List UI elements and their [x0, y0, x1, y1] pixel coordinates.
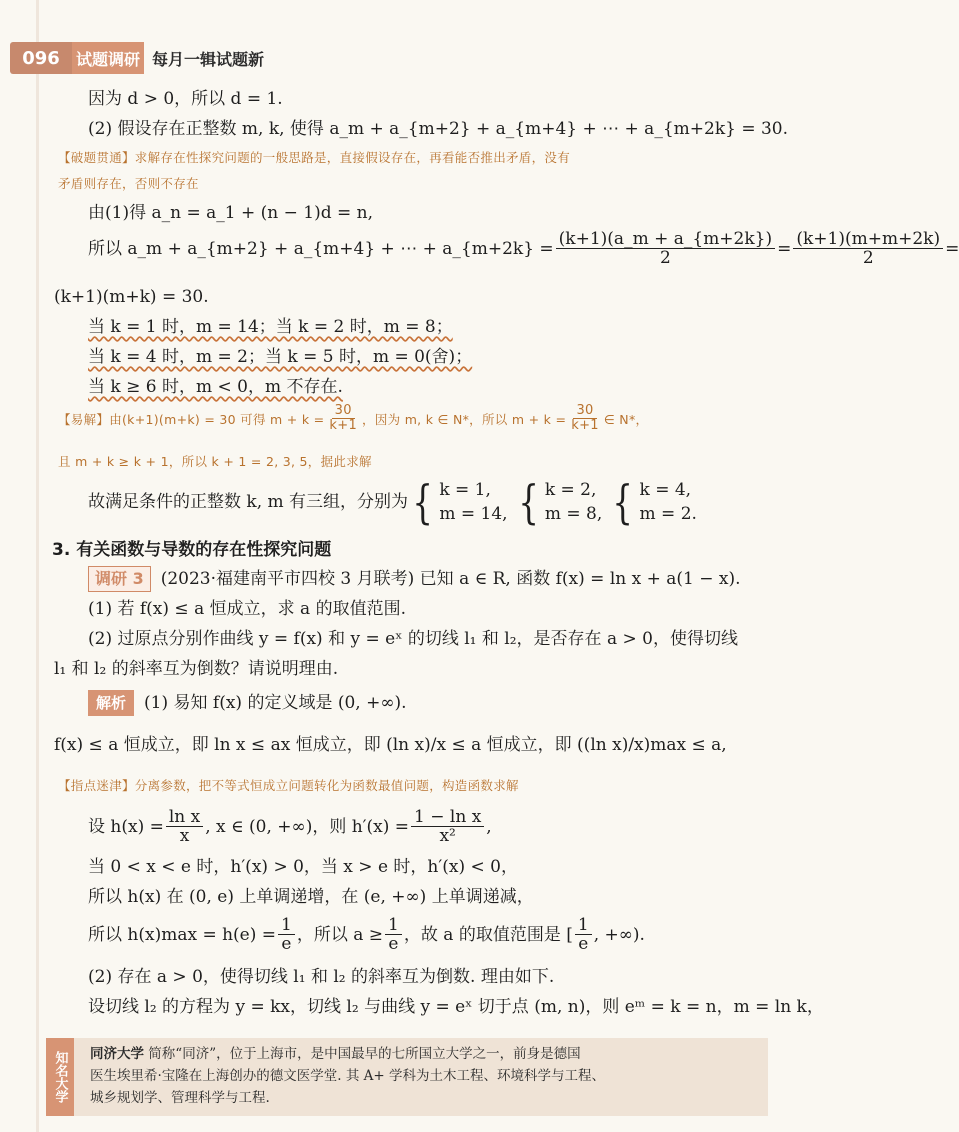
- text-line: f(x) ≤ a 恒成立，即 ln x ≤ ax 恒成立，即 (ln x)/x ≤ a 恒成立，即 ((ln x)/x)max ≤ a,: [54, 735, 727, 755]
- fraction-numerator: (k+1)(a_m + a_{m+2k}): [556, 230, 775, 249]
- equation-text: ，所以 a ≥: [296, 924, 384, 945]
- footer-title: 同济大学: [90, 1046, 144, 1062]
- text-line: 因为 d > 0，所以 d = 1.: [88, 89, 283, 109]
- fraction-denominator: k+1: [571, 418, 599, 433]
- fraction-numerator: 1: [278, 916, 295, 935]
- text-line: 所以 h(x) 在 (0, e) 上单调递增，在 (e, +∞) 上单调递减，: [88, 887, 534, 907]
- equation-text: 设 h(x) =: [88, 816, 164, 837]
- equation-text: , x ∈ (0, +∞)，则 h′(x) =: [205, 816, 410, 837]
- fraction: [278, 916, 295, 953]
- page-gutter: [36, 0, 39, 1132]
- system-eq: m = 2.: [639, 504, 697, 524]
- equation-text: ，故 a 的取值范围是 [: [403, 924, 573, 945]
- fraction: [166, 808, 203, 845]
- fraction-denominator: x²: [439, 826, 456, 846]
- fraction: [411, 808, 484, 845]
- footer-text: [90, 1043, 758, 1109]
- question-header: [88, 566, 741, 592]
- tip-note: 矛盾则存在，否则不存在: [58, 176, 199, 191]
- fraction-numerator: 30: [332, 404, 355, 419]
- system-eq: k = 4,: [639, 480, 692, 500]
- fraction-denominator: e: [578, 934, 589, 954]
- question-part: l₁ 和 l₂ 的斜率互为倒数？请说明理由.: [54, 659, 339, 679]
- analysis-text: (1) 易知 f(x) 的定义域是 (0, +∞).: [144, 693, 407, 713]
- analysis-header: [88, 690, 407, 716]
- question-text: (2023·福建南平市四校 3 月联考) 已知 a ∈ R, 函数 f(x) = ln x + a(1 − x).: [160, 569, 741, 589]
- question-part: (2) 过原点分别作曲线 y = f(x) 和 y = eˣ 的切线 l₁ 和 l₂，是否存在 a > 0，使得切线: [88, 629, 738, 649]
- note-text: ，因为 m, k ∈ N*，所以 m + k =: [362, 411, 567, 427]
- section-label: 试题调研: [72, 42, 144, 74]
- equation-text: ,: [486, 816, 492, 837]
- fraction-numerator: 1: [385, 916, 402, 935]
- series-title: 每月一辑试题新: [152, 50, 265, 69]
- answer-text: 故满足条件的正整数 k, m 有三组，分别为: [88, 492, 409, 512]
- text-line: (2) 假设存在正整数 m, k, 使得 a_m + a_{m+2} + a_{m+4} + ⋯ + a_{m+2k} = 30.: [88, 119, 789, 139]
- system-eq: k = 2,: [544, 480, 597, 500]
- note-text: 【易解】由(k+1)(m+k) = 30 可得 m + k =: [58, 411, 325, 427]
- fraction-numerator: ln x: [166, 808, 203, 827]
- footer-line: 简称“同济”，位于上海市，是中国最早的七所国立大学之一，前身是德国: [148, 1046, 581, 1062]
- highlight-line: 当 k ≥ 6 时，m < 0，m 不存在.: [88, 377, 343, 397]
- note-text: ∈ N*，: [603, 411, 649, 427]
- system-1: { k = 1, m = 14,: [412, 475, 508, 529]
- equation-line: [88, 916, 645, 953]
- fraction-numerator: 1 − ln x: [411, 808, 484, 827]
- footer-line: 医生埃里希·宝隆在上海创办的德文医学堂. 其 A+ 学科为土木工程、环境科学与工程、: [90, 1068, 606, 1084]
- fraction-numerator: (k+1)(m+m+2k): [793, 230, 943, 249]
- system-eq: k = 1,: [439, 480, 491, 500]
- highlight-line: 当 k = 4 时，m = 2；当 k = 5 时，m = 0(舍)；: [88, 347, 473, 367]
- highlight-line: 当 k = 1 时，m = 14；当 k = 2 时，m = 8；: [88, 317, 453, 337]
- fraction: [793, 230, 943, 267]
- tip-note: [58, 404, 648, 433]
- text-line: 设切线 l₂ 的方程为 y = kx，切线 l₂ 与曲线 y = eˣ 切于点 (m, n)，则 eᵐ = k = n，m = ln k，: [88, 997, 824, 1017]
- system-3: { k = 4, m = 2.: [612, 475, 697, 529]
- text-line: (2) 存在 a > 0，使得切线 l₁ 和 l₂ 的斜率互为倒数. 理由如下.: [88, 967, 555, 987]
- page-number: 096: [10, 42, 72, 74]
- section-heading: 3. 有关函数与导数的存在性探究问题: [52, 540, 332, 560]
- fraction-denominator: x: [179, 826, 190, 846]
- fraction-denominator: k+1: [329, 418, 358, 433]
- text-line: 由(1)得 a_n = a_1 + (n − 1)d = n,: [88, 203, 373, 223]
- text-line: 当 0 < x < e 时，h′(x) > 0，当 x > e 时，h′(x) < 0，: [88, 857, 518, 877]
- fraction-denominator: 2: [659, 248, 671, 268]
- research-badge: 调研 3: [88, 566, 151, 592]
- equation-line: [88, 808, 492, 845]
- fraction-denominator: e: [388, 934, 399, 954]
- tip-note: 且 m + k ≥ k + 1，所以 k + 1 = 2, 3, 5，据此求解: [58, 454, 372, 469]
- equals-sign: =: [777, 238, 792, 259]
- equals-sign: =: [945, 238, 959, 259]
- system-eq: m = 14,: [439, 504, 508, 524]
- tip-note: 【破题贯通】求解存在性探究问题的一般思路是，直接假设存在，再看能否推出矛盾，没有: [58, 150, 571, 165]
- fraction: [568, 404, 602, 433]
- system-eq: m = 8,: [544, 504, 603, 524]
- system-2: { k = 2, m = 8,: [517, 475, 603, 529]
- tip-note: 【指点迷津】分离参数，把不等式恒成立问题转化为函数最值问题，构造函数求解: [58, 778, 519, 793]
- equation-lhs: 所以 a_m + a_{m+2} + a_{m+4} + ⋯ + a_{m+2k} =: [88, 238, 554, 259]
- analysis-badge: 解析: [88, 690, 134, 716]
- question-part: (1) 若 f(x) ≤ a 恒成立，求 a 的取值范围.: [88, 599, 406, 619]
- fraction-denominator: e: [281, 934, 292, 954]
- equation-text: , +∞).: [593, 924, 645, 945]
- fraction: [385, 916, 402, 953]
- footer-line: 城乡规划学、管理科学与工程.: [90, 1090, 270, 1106]
- fraction: [575, 916, 592, 953]
- fraction: [326, 404, 360, 433]
- fraction: [556, 230, 775, 267]
- fraction-denominator: 2: [862, 248, 874, 268]
- answer-line: [88, 475, 703, 529]
- fraction-numerator: 1: [575, 916, 592, 935]
- equation-text: 所以 h(x)max = h(e) =: [88, 924, 277, 945]
- fraction-numerator: 30: [573, 404, 596, 419]
- equation-line: [88, 230, 959, 267]
- text-line: (k+1)(m+k) = 30.: [54, 287, 209, 307]
- footer-tag: 知名大学: [46, 1038, 74, 1116]
